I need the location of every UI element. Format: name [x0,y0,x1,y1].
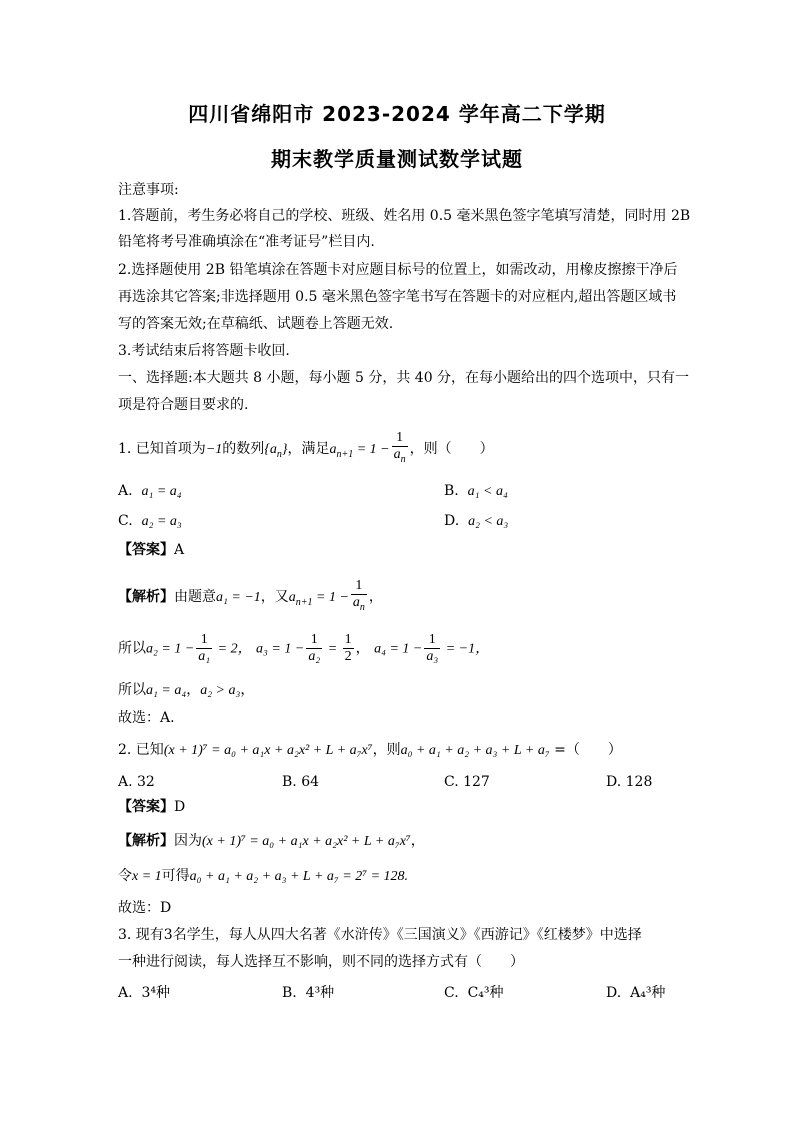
q1-analysis-line-2: 所以a₂ = 1 − $\frac{1}{\text{a₁}}$ = 2， a₃ = 1 − $\frac{1}{\text{a₂}}$ = $\frac{1}{2}$ ， a₄ = 1 − $\frac{1}{\text{a₃}}$ = −1， [118,632,490,664]
section-1-line-1: 一、选择题:本大题共 8 小题，每小题 5 分，共 40 分，在每小题给出的四个选项中，只有一 [118,370,690,386]
q1-analysis-line-3: 所以a₁ = a₄，a₂ > a₃， [118,682,255,698]
q2-analysis-line-2: 令x = 1可得a₀ + a₁ + a₂ + a₃ + L + a₇ = 2⁷ = 128. [118,868,409,884]
notice-item-1a: 1.答题前，考生务必将自己的学校、班级、姓名用 0.5 毫米黑色签字笔填写清楚，同时用 2B [118,208,691,224]
section-1-line-2: 项是符合题目要求的. [118,397,249,413]
q1-analysis-line-1: 【解析】由题意a₁ = −1，又$a_{n+1} = 1$ − $\frac{1}{a_n}$ ， [118,578,383,616]
q1-analysis-fraction: $\frac{1}{a_n}$ [352,578,365,613]
q2-choose: 故选：D [118,900,172,916]
notice-item-2b: 再选涂其它答案;非选择题用 0.5 毫米黑色签字笔书写在答题卡的对应框内,超出答题区域书 [118,289,677,305]
q1-suffix: ，则（ ） [409,440,494,457]
q1-option-b: B. a₁ < a₄ [444,483,508,499]
q1-option-d: D. a₂ < a₃ [444,513,509,529]
q2-analysis-line-1: 【解析】因为(x + 1)⁷ = a₀ + a₁x + a₂x² + L + a₇x⁷， [118,833,425,849]
notice-item-3: 3.考试结束后将答题卡收回. [118,343,290,359]
q1-seq: $\{a_n\}$ [264,441,288,460]
document-title-line-1: 四川省绵阳市 2023-2024 学年高二下学期 [188,102,606,126]
q1-recurrence-lhs: $a_{n+1} = 1$ − [329,441,390,460]
q1-choose: 故选：A. [118,710,175,726]
q1-recurrence-fraction: $\frac{1}{a_n}$ [393,430,406,465]
document-title-line-2: 期末教学质量测试数学试题 [271,147,523,171]
question-3-line-2: 一种进行阅读，每人选择互不影响，则不同的选择方式有（ ） [118,954,524,970]
q3-option-b: B. 4³种 [282,985,335,1001]
notice-heading: 注意事项: [118,182,179,198]
q3-option-a: A. 3⁴种 [118,985,170,1001]
q2-option-a: A. 32 [118,774,155,790]
question-3-line-1: 3. 现有3名学生，每人从四大名著《水浒传》《三国演义》《西游记》《红楼梦》中选择 [118,927,642,943]
q1-mid: 的数列 [222,440,265,457]
q3-option-c: C. C₄³种 [444,985,504,1001]
notice-item-1b: 铅笔将考号准确填涂在“准考证号”栏目内. [118,234,375,250]
q1-option-c: C. a₂ = a₃ [118,513,182,529]
question-1-stem [118,430,494,468]
q2-answer: 【答案】D [118,799,186,815]
q2-option-b: B. 64 [282,774,320,790]
q1-option-a: A. a₁ = a₄ [118,483,182,499]
q1-answer: 【答案】A [118,542,185,558]
q1-satisfy: ，满足 [287,440,330,457]
q3-option-d: D. A₄³种 [606,985,666,1001]
notice-item-2a: 2.选择题使用 2B 铅笔填涂在答题卡对应题目标号的位置上，如需改动，用橡皮擦擦干净后 [118,262,678,278]
q1-first-term: −1 [205,441,223,457]
question-2-stem: 2. 已知(x + 1)⁷ = a₀ + a₁x + a₂x² + L + a₇x⁷，则a₀ + a₁ + a₂ + a₃ + L + a₇ =（ ） [118,742,622,758]
notice-item-2c: 写的答案无效;在草稿纸、试题卷上答题无效. [118,316,394,332]
q1-prefix: 1. 已知首项为 [118,440,206,457]
q2-option-c: C. 127 [444,774,490,790]
q2-option-d: D. 128 [606,774,653,790]
